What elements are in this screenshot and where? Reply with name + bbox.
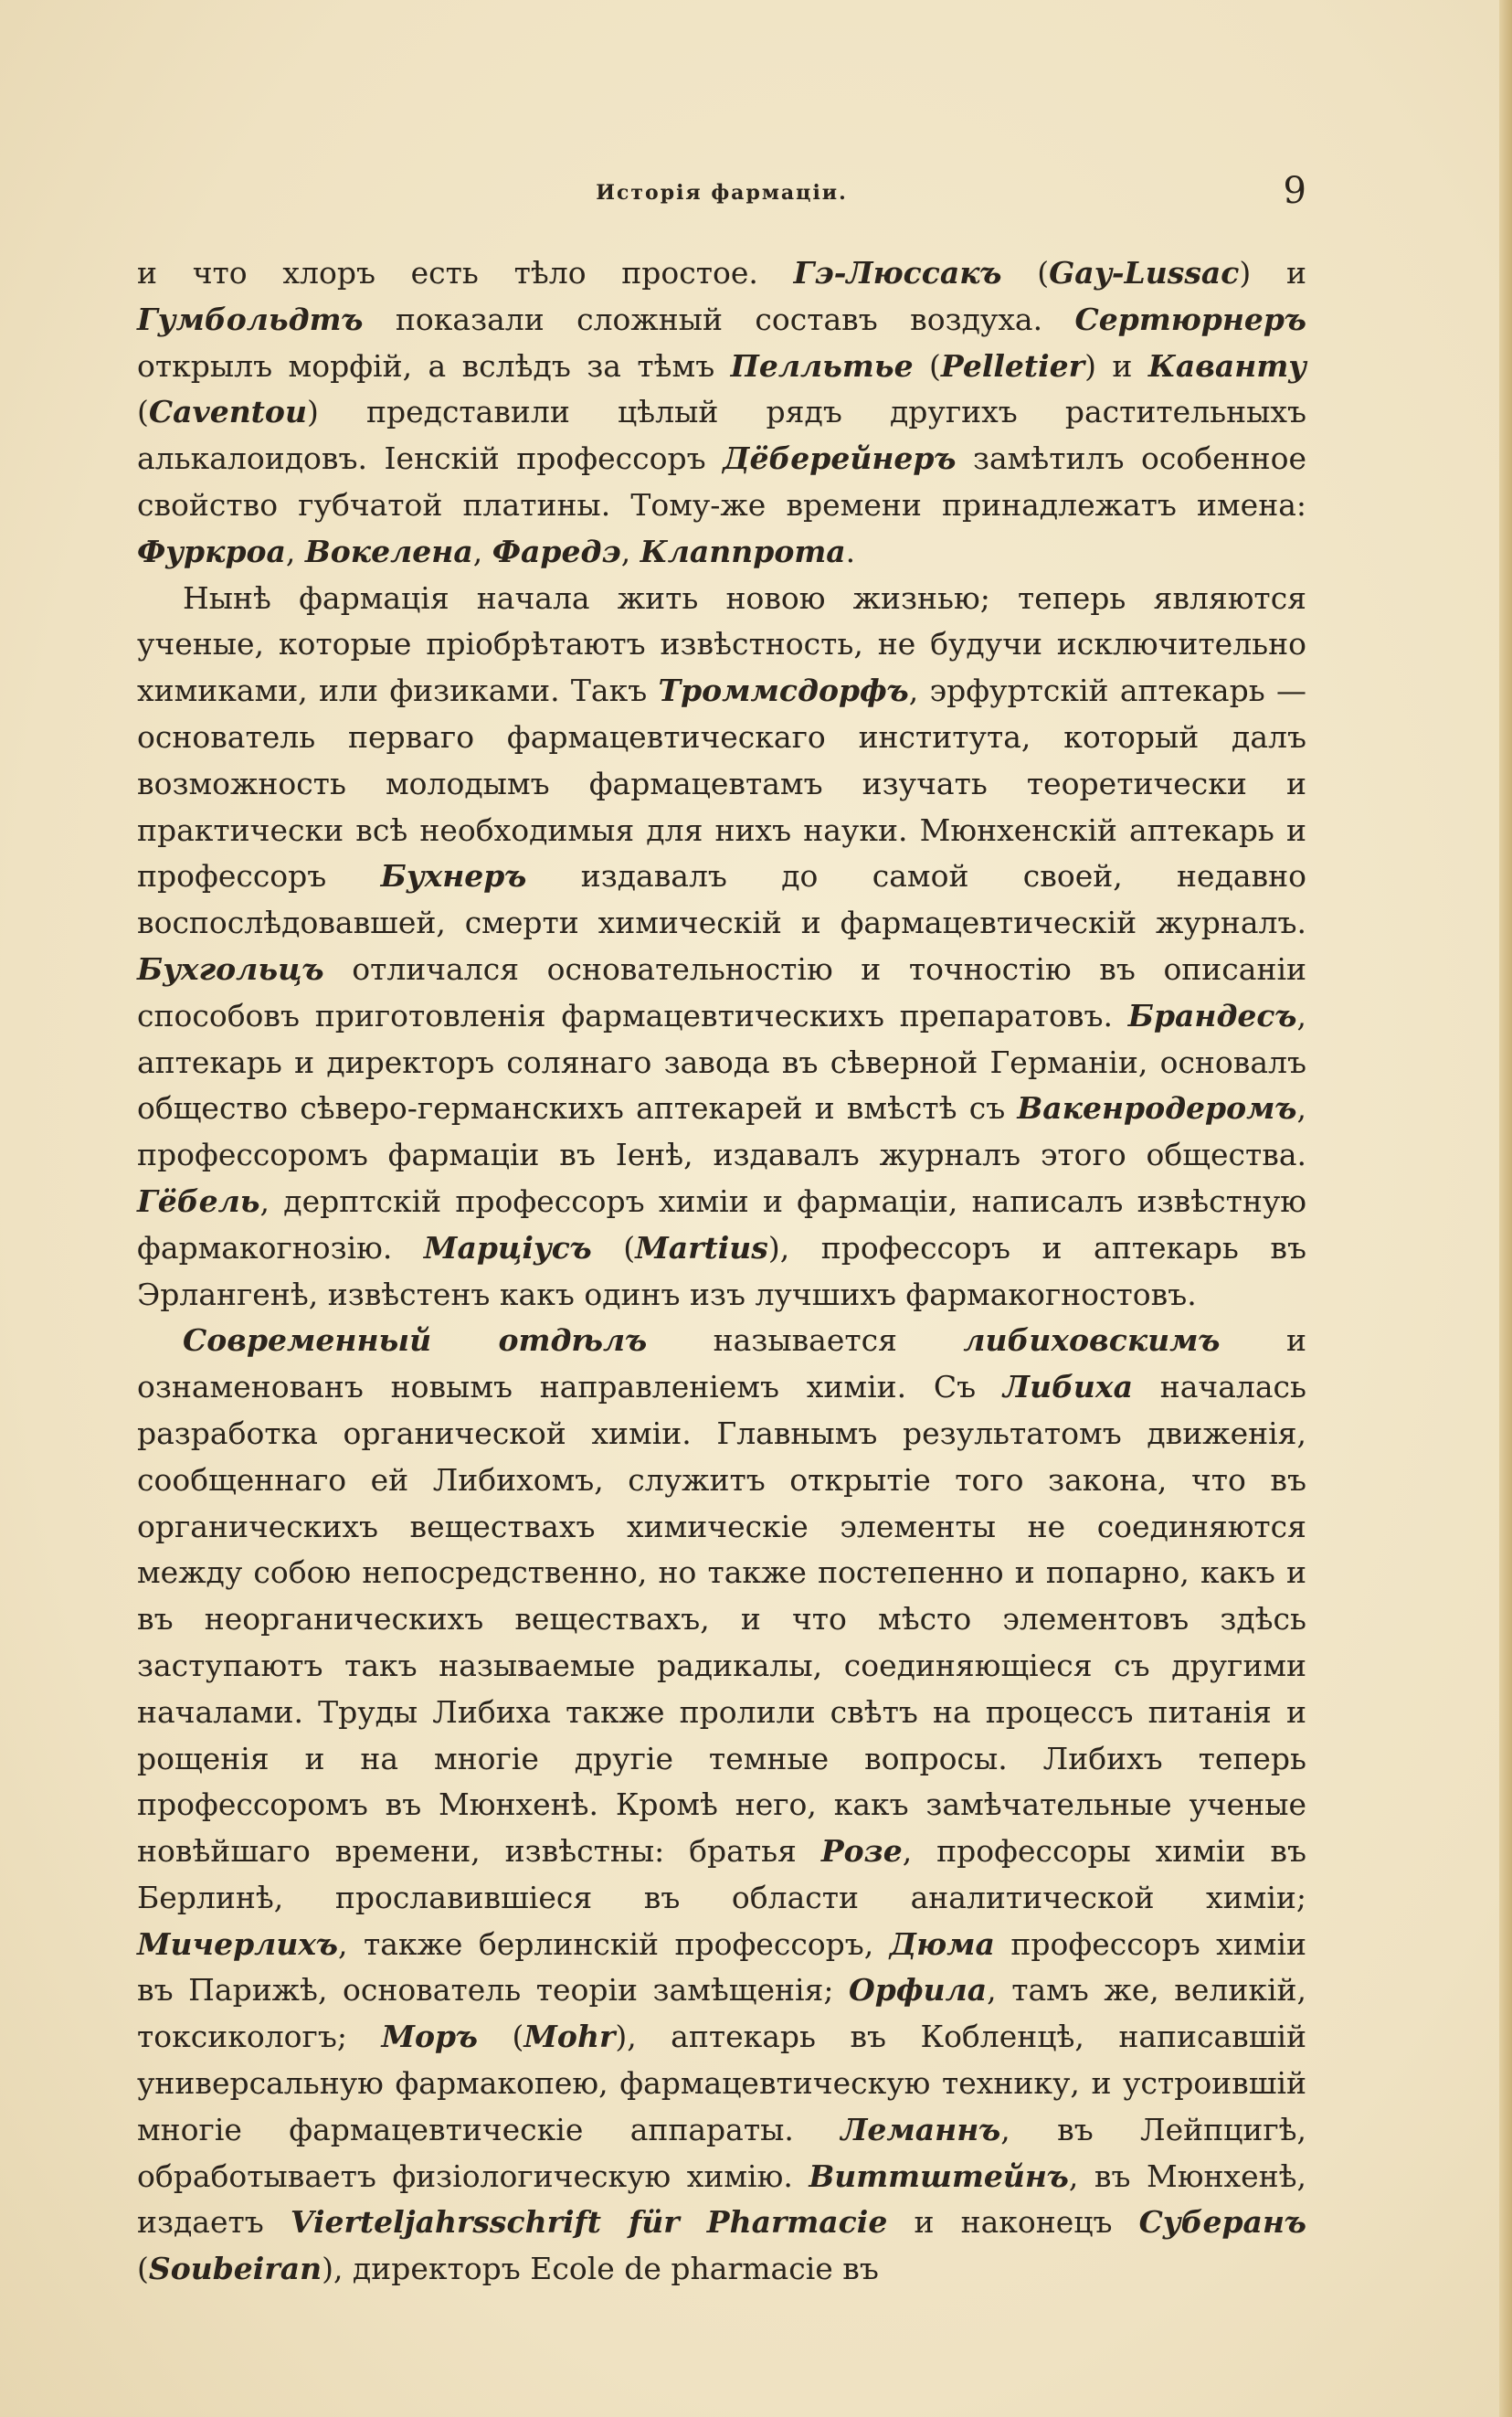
emphasized-name: Бухнеръ	[380, 858, 527, 895]
emphasized-name: Розе	[820, 1833, 903, 1870]
text-run: Нынѣ фармація начала жить новою жизнью; теперь являются ученые, которые пріобрѣтаютъ извѣстность, не будучи исключительно химиками, или физиками. Такъ	[137, 579, 1306, 709]
emphasized-name: Vierteljahrsschrift für Pharmacie	[290, 2204, 888, 2241]
text-run: , тамъ же, великій, токсикологъ;	[137, 1972, 1306, 2055]
text-run: , въ Мюнхенѣ, издаетъ	[137, 2157, 1306, 2241]
text-run: ), аптекарь въ Кобленцѣ, написавшій универсальную фармакопею, фармацевтическую технику, и устроившій многіе фармацевтическіе аппараты.	[137, 2019, 1306, 2147]
emphasized-name: Троммсдорфъ	[658, 673, 909, 709]
emphasized-name: Орфила	[849, 1972, 988, 2009]
emphasized-name: Вокелена	[304, 533, 473, 569]
emphasized-name: Современный отдѣлъ	[183, 1322, 648, 1359]
text-run: ) и	[1239, 255, 1306, 291]
emphasized-name: Бухгольцъ	[137, 950, 324, 987]
text-run: , въ Лейпцигѣ, обработываетъ физіологическую химію.	[137, 2111, 1306, 2194]
emphasized-name: Клаппрота	[640, 533, 846, 569]
text-run: профессоръ химіи въ Парижѣ, основатель теоріи замѣщенія;	[137, 1925, 1306, 2009]
emphasized-name: Леманнъ	[841, 2111, 1001, 2147]
text-run: , профессоромъ фармаціи въ Іенѣ, издавалъ журналъ этого общества.	[137, 1090, 1306, 1173]
emphasized-name: Gay-Lussac	[1049, 255, 1240, 291]
text-run: открылъ морфій, а вслѣдъ за тѣмъ	[137, 347, 731, 384]
emphasized-name: Фуркроа	[137, 533, 286, 569]
emphasized-name: Pelletier	[940, 347, 1085, 384]
emphasized-name: Дёберейнеръ	[723, 440, 957, 477]
text-run: (	[1001, 255, 1050, 291]
text-run: и ознаменованъ новымъ направленіемъ химіи. Съ	[137, 1322, 1306, 1405]
text-run: (	[913, 347, 941, 384]
emphasized-name: Гумбольдтъ	[137, 301, 364, 337]
emphasized-name: Суберанъ	[1138, 2204, 1306, 2241]
text-run: , профессоры химіи въ Берлинѣ, прославившіеся въ области аналитической химіи;	[137, 1833, 1306, 1915]
emphasized-name: Виттштейнъ	[809, 2157, 1069, 2194]
text-run: и что хлоръ есть тѣло простое.	[137, 255, 794, 291]
emphasized-name: Фаредэ	[492, 533, 621, 569]
text-run: началась разработка органической химіи. Главнымъ результатомъ движенія, сообщеннаго ей Либихомъ, служитъ открытіе того закона, что въ органическихъ веществахъ химическіе элементы не соединяются между собою непосредственно, но также постепенно и попарно, какъ и въ неорганическихъ веществахъ, и что мѣсто элементовъ здѣсь заступаютъ такъ называемые радикалы, соединяющіеся съ другими началами. Труды Либиха также пролили свѣтъ на процессъ питанія и рощенія и на многіе другіе темные вопросы. Либихъ теперь профессоромъ въ Мюнхенѣ. Кромѣ него, какъ замѣчательные ученые новѣйшаго времени, извѣстны: братья	[137, 1369, 1306, 1870]
text-run: отличался основательностію и точностію въ описаніи способовъ приготовленія фармацевтическихъ препаратовъ.	[137, 950, 1306, 1034]
emphasized-name: Soubeiran	[148, 2251, 322, 2287]
text-run: , эрфуртскій аптекарь — основатель перваго фармацевтическаго института, который далъ возможность молодымъ фармацевтамъ изучать теоретически и практически всѣ необходимыя для нихъ науки. Мюнхенскій аптекарь и профессоръ	[137, 673, 1306, 895]
paragraph	[137, 576, 1306, 1319]
text-run: , аптекарь и директоръ солянаго завода въ сѣверной Германіи, основалъ общество сѣверо-германскихъ аптекарей и вмѣстѣ съ	[137, 997, 1306, 1127]
emphasized-name: Гёбель	[137, 1182, 260, 1219]
text-run: (	[137, 2251, 149, 2287]
text-run: издавалъ до самой своей, недавно воспослѣдовавшей, смерти химическій и фармацевтическій журналъ.	[137, 858, 1307, 941]
emphasized-name: либиховскимъ	[963, 1322, 1221, 1359]
body-text	[137, 250, 1306, 2293]
emphasized-name: Дюма	[889, 1925, 995, 1962]
text-run: , дерптскій профессоръ химіи и фармаціи, написалъ извѣстную фармакогнозію.	[137, 1182, 1306, 1266]
page-number: 9	[1283, 170, 1306, 212]
text-run: (	[478, 2019, 524, 2055]
emphasized-name: Мичерлихъ	[137, 1925, 338, 1962]
page-edge	[1499, 0, 1512, 2417]
emphasized-name: Martius	[635, 1229, 768, 1266]
emphasized-name: Брандесъ	[1127, 997, 1297, 1034]
text-run: ), профессоръ и аптекарь въ Эрлангенѣ, извѣстенъ какъ одинъ изъ лучшихъ фармакогностовъ.	[137, 1229, 1306, 1312]
emphasized-name: Марціусъ	[423, 1229, 592, 1266]
text-run: показали сложный составъ воздуха.	[363, 301, 1075, 337]
text-run: ,	[285, 533, 305, 569]
emphasized-name: Каванту	[1147, 347, 1306, 384]
emphasized-name: Пелльтье	[730, 347, 914, 384]
page-header	[137, 170, 1306, 225]
text-run: ,	[620, 533, 640, 569]
text-run: , также берлинскій профессоръ,	[338, 1925, 890, 1962]
text-run: ) и	[1084, 347, 1148, 384]
text-run: ) представили цѣлый рядъ другихъ растительныхъ алькалоидовъ. Іенскій профессоръ	[137, 394, 1306, 477]
paragraph	[137, 250, 1306, 576]
text-run: (	[591, 1229, 636, 1266]
text-run: ,	[472, 533, 492, 569]
emphasized-name: Гэ-Люссакъ	[793, 255, 1002, 291]
text-run: и наконецъ	[887, 2204, 1139, 2241]
emphasized-name: Вакенродеромъ	[1017, 1090, 1297, 1127]
paragraph	[137, 1318, 1306, 2293]
emphasized-name: Caventou	[148, 394, 307, 430]
text-run: .	[845, 533, 856, 569]
emphasized-name: Моръ	[381, 2019, 479, 2055]
text-run: (	[137, 394, 149, 430]
emphasized-name: Mohr	[523, 2019, 616, 2055]
emphasized-name: Сертюрнеръ	[1074, 301, 1306, 337]
text-run: называется	[647, 1322, 964, 1359]
text-run: ), директоръ Ecole de pharmacie въ	[322, 2251, 879, 2287]
emphasized-name: Либиха	[1002, 1369, 1133, 1405]
text-run: замѣтилъ особенное свойство губчатой платины. Тому-же времени принадлежатъ имена:	[137, 440, 1306, 523]
running-title: Исторія фармаціи.	[596, 181, 848, 205]
